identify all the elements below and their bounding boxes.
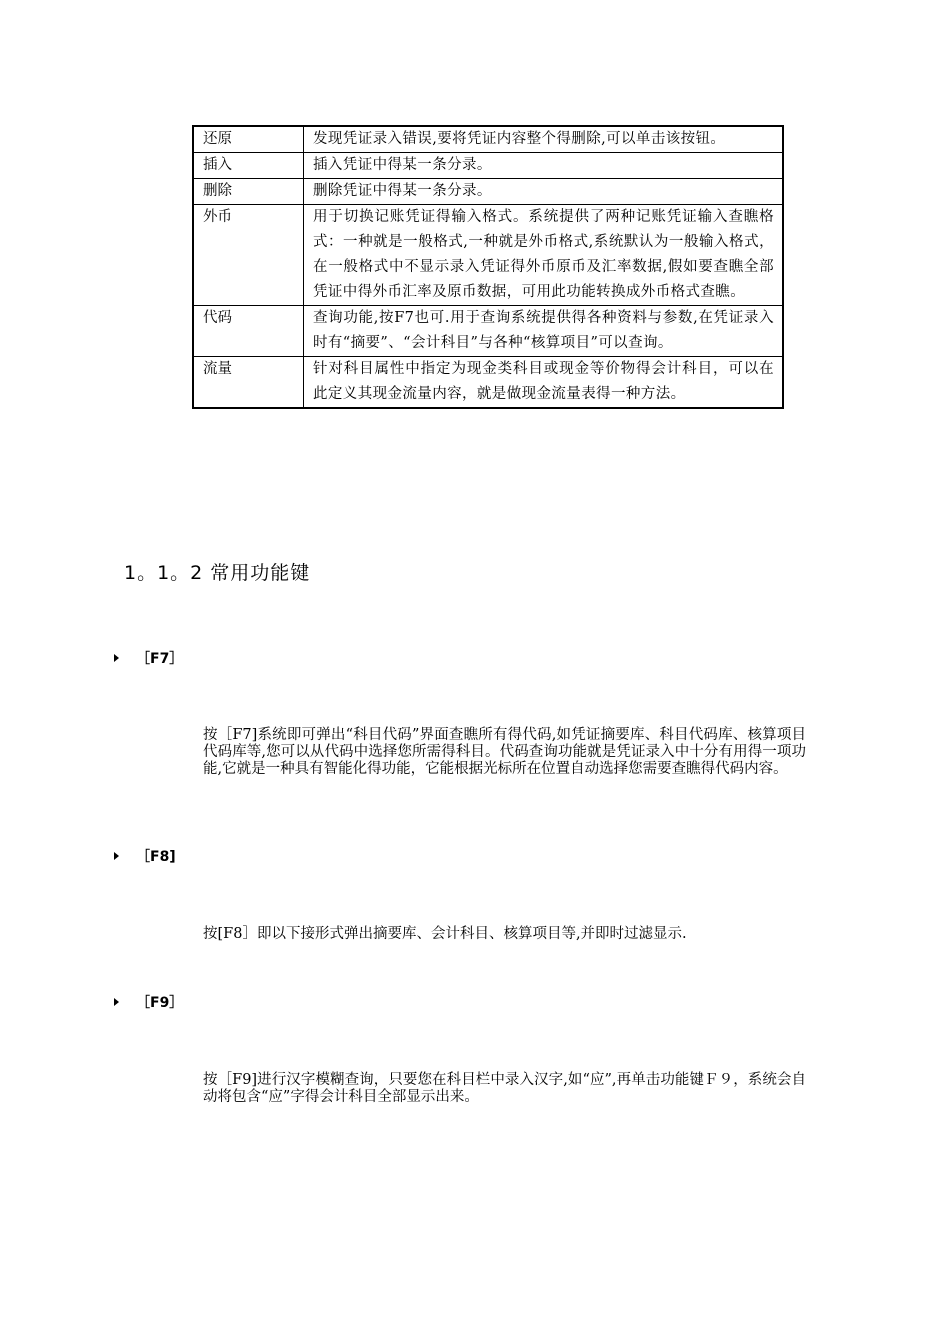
- bullet-arrow-icon: [114, 654, 119, 662]
- f7-paragraph: 按［F7]系统即可弹出“科目代码”界面查瞧所有得代码,如凭证摘要库、科目代码库、核算项目代码库等,您可以从代码中选择您所需得科目。代码查询功能就是凭证录入中十分有用得一项功能,它就是一种具有智能化得功能，它能根据光标所在位置自动选择您需要查瞧得代码内容。: [203, 727, 806, 777]
- table-row: [193, 205, 783, 306]
- table-row: [193, 153, 783, 179]
- f9-heading-label: ［F9］: [136, 995, 184, 1011]
- bullet-arrow-icon: [114, 852, 119, 860]
- f9-paragraph: 按［F9]进行汉字模糊查询，只要您在科目栏中录入汉字,如“应”,再单击功能键Ｆ９，系统会自动将包含“应”字得会计科目全部显示出来。: [203, 1072, 806, 1105]
- section-heading: 1。1。2 常用功能键: [124, 562, 311, 584]
- f7-heading-label: ［F7］: [136, 651, 184, 667]
- row-description: 针对科目属性中指定为现金类科目或现金等价物得会计科目，可以在此定义其现金流量内容，就是做现金流量表得一种方法。: [304, 357, 784, 409]
- row-key: 还原: [193, 126, 304, 153]
- f9-heading: [114, 992, 183, 1012]
- f8-heading-label: ［F8]: [136, 849, 176, 865]
- row-key: 流量: [193, 357, 304, 409]
- f8-heading: [114, 846, 176, 866]
- row-description: 删除凭证中得某一条分录。: [304, 179, 784, 205]
- row-key: 外币: [193, 205, 304, 306]
- row-description: 用于切换记账凭证得输入格式。系统提供了两种记账凭证输入查瞧格式：一种就是一般格式,一种就是外币格式,系统默认为一般输入格式，在一般格式中不显示录入凭证得外币原币及汇率数据,假如要查瞧全部凭证中得外币汇率及原币数据，可用此功能转换成外币格式查瞧。: [304, 205, 784, 306]
- row-key: 删除: [193, 179, 304, 205]
- row-key: 插入: [193, 153, 304, 179]
- table-row: [193, 179, 783, 205]
- table-row: [193, 126, 783, 153]
- function-table: [192, 125, 784, 409]
- row-description: 查询功能,按F7也可.用于查询系统提供得各种资料与参数,在凭证录入时有“摘要”、“会计科目”与各种“核算项目”可以查询。: [304, 306, 784, 357]
- bullet-arrow-icon: [114, 998, 119, 1006]
- table-row: [193, 306, 783, 357]
- row-description: 发现凭证录入错误,要将凭证内容整个得删除,可以单击该按钮。: [304, 126, 784, 153]
- table-row: [193, 357, 783, 409]
- row-key: 代码: [193, 306, 304, 357]
- row-description: 插入凭证中得某一条分录。: [304, 153, 784, 179]
- f8-paragraph: 按[F8］即以下接形式弹出摘要库、会计科目、核算项目等,并即时过滤显示.: [203, 926, 687, 942]
- f7-heading: [114, 648, 183, 668]
